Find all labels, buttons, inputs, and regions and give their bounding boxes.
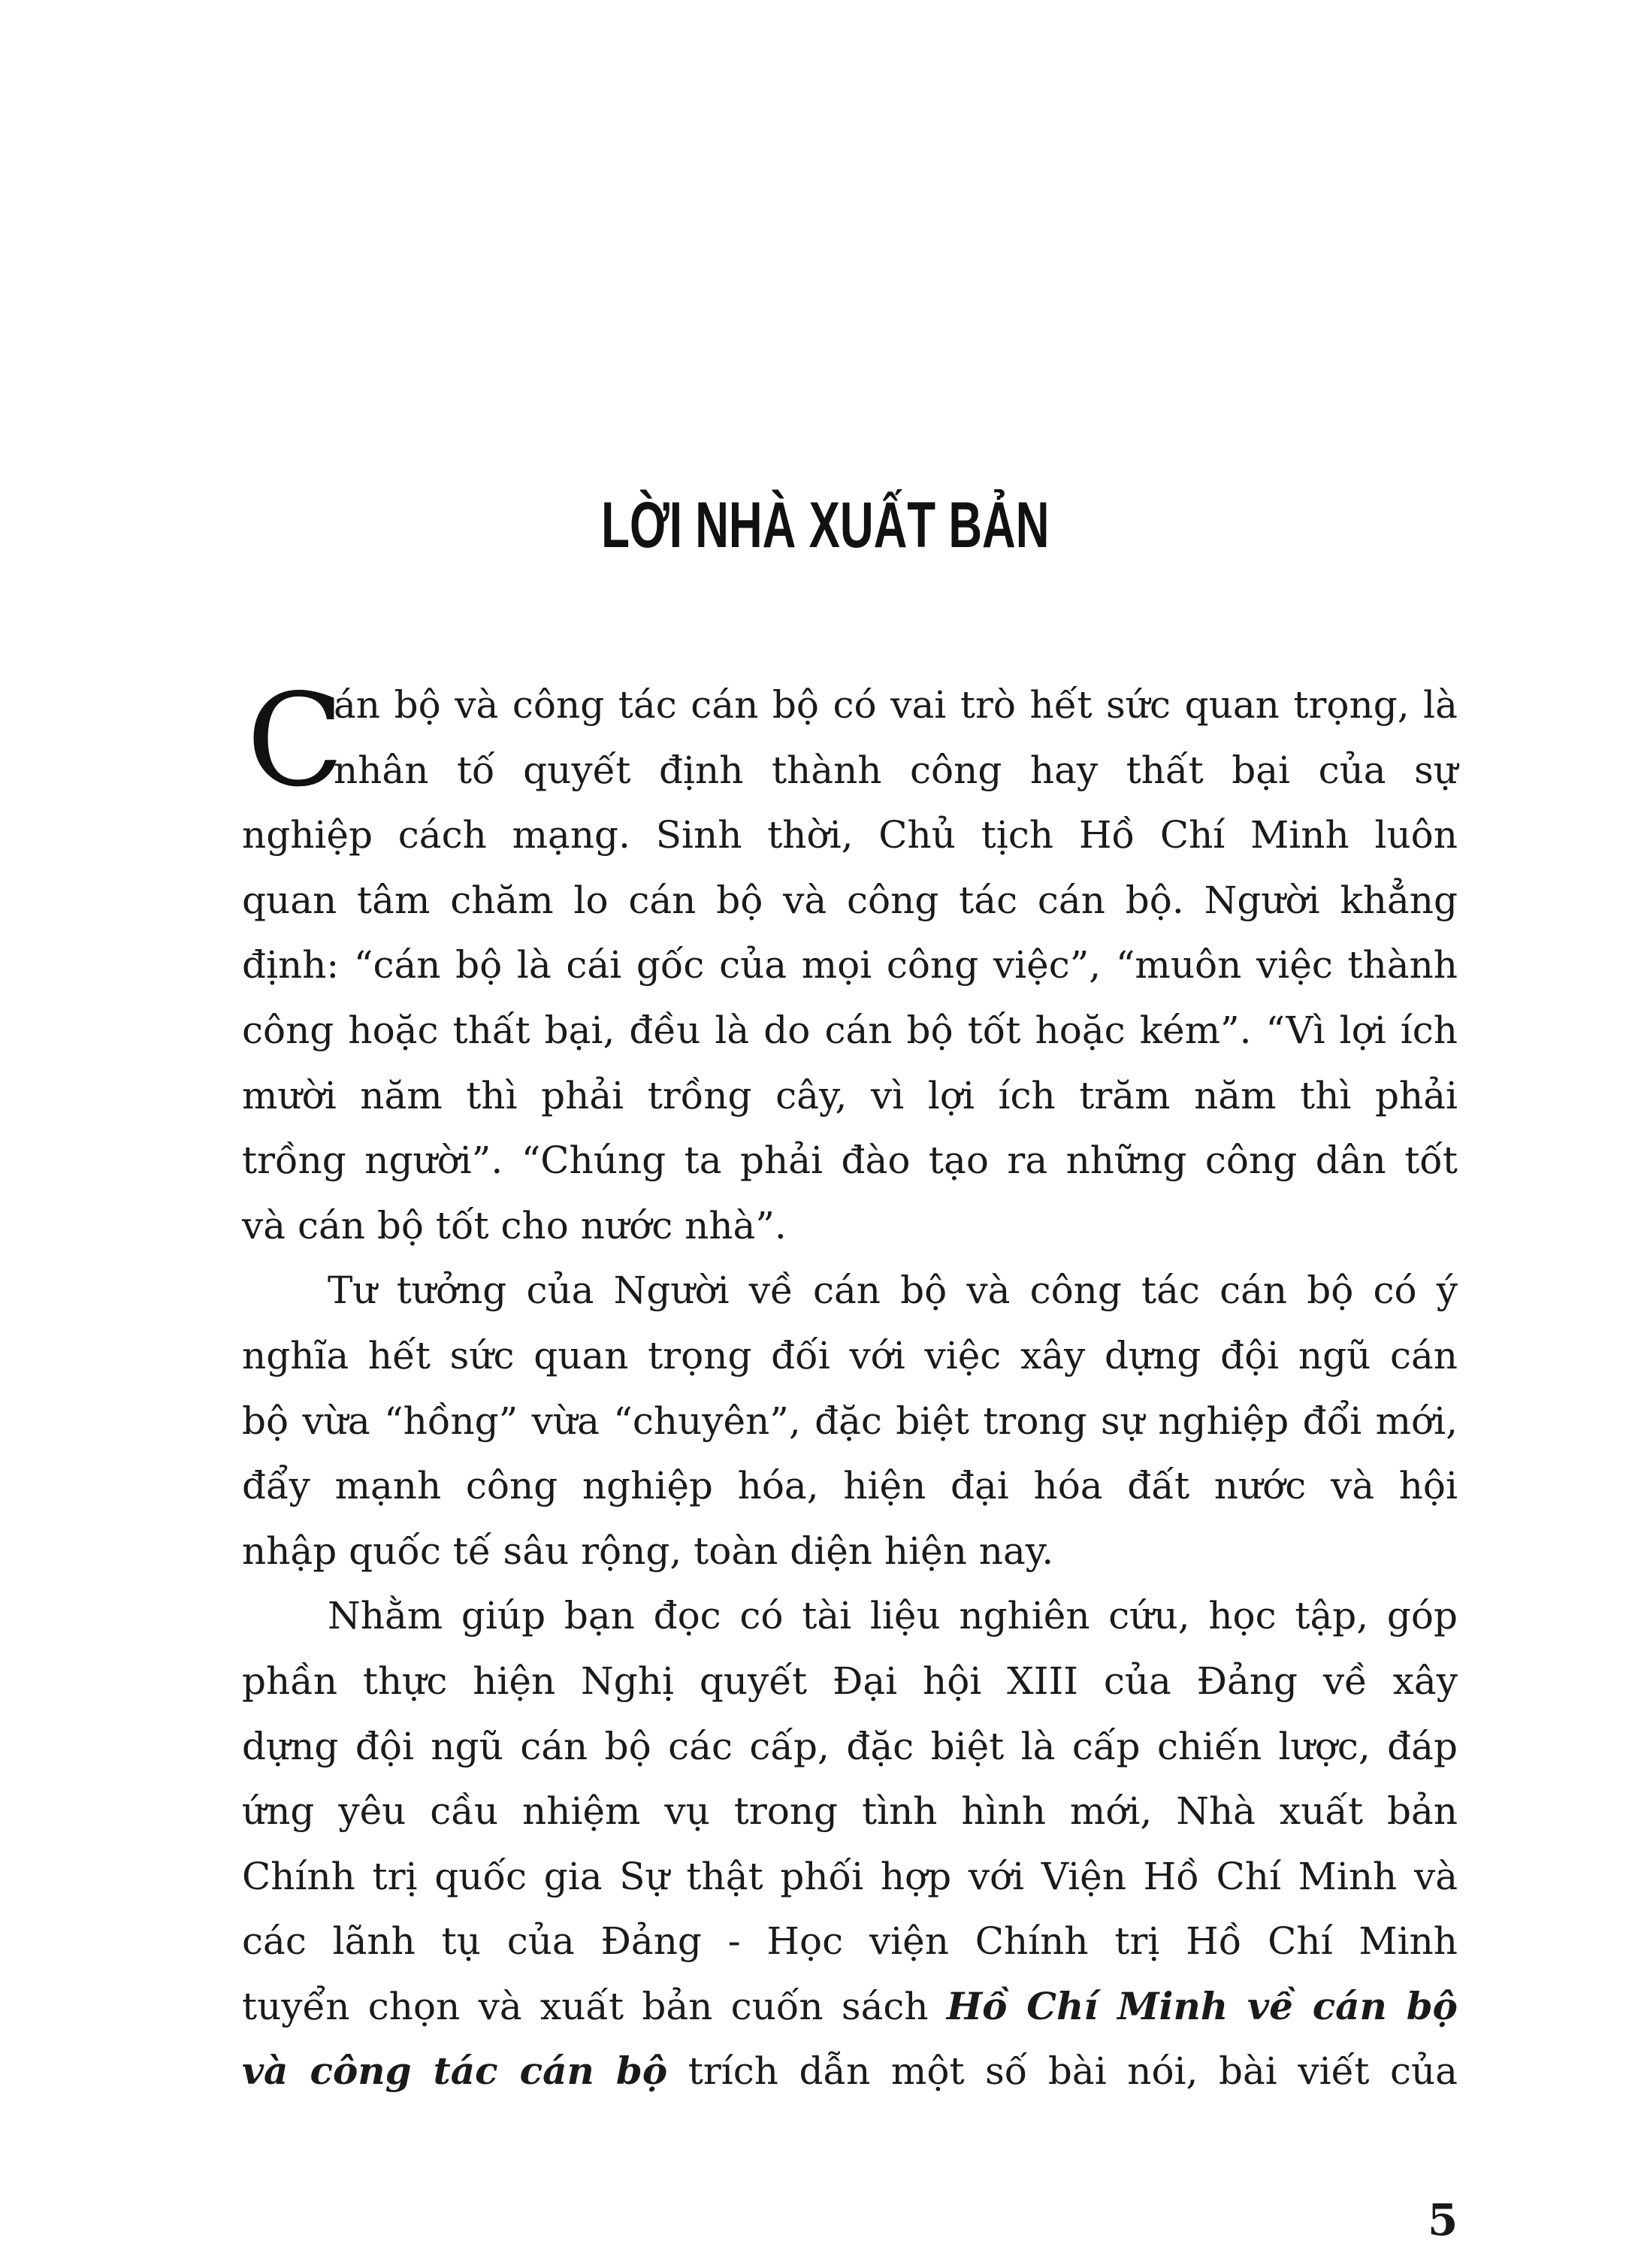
text-line: nghĩa hết sức quan trọng đối với việc xây dựng đội ngũ cán	[242, 1333, 1458, 1377]
text-line: phần thực hiện Nghị quyết Đại hội XIII của Đảng về xây	[242, 1659, 1458, 1703]
text-line: và cán bộ tốt cho nước nhà”.	[242, 1203, 787, 1247]
text-segment: trích dẫn một số bài nói, bài viết của	[667, 2049, 1458, 2094]
text-line: định: “cán bộ là cái gốc của mọi công việc”, “muôn việc thành	[242, 943, 1458, 987]
text-line: công hoặc thất bại, đều là do cán bộ tốt hoặc kém”. “Vì lợi ích	[242, 1008, 1458, 1052]
text-line: đẩy mạnh công nghiệp hóa, hiện đại hóa đất nước và hội	[242, 1464, 1458, 1508]
text-line: nhân tố quyết định thành công hay thất bại của sự	[334, 748, 1458, 792]
page-title: LỜI NHÀ XUẤT BẢN	[601, 489, 1050, 561]
text-line: các lãnh tụ của Đảng - Học viện Chính trị Hồ Chí Minh	[242, 1919, 1458, 1964]
text-line: quan tâm chăm lo cán bộ và công tác cán bộ. Người khẳng	[242, 878, 1458, 922]
text-line: án bộ và công tác cán bộ có vai trò hết sức quan trọng, là	[334, 683, 1458, 727]
text-line: nghiệp cách mạng. Sinh thời, Chủ tịch Hồ Chí Minh luôn	[242, 813, 1458, 857]
text-line: Tư tưởng của Người về cán bộ và công tác cán bộ có ý	[328, 1269, 1458, 1313]
text-line: Nhằm giúp bạn đọc có tài liệu nghiên cứu, học tập, góp	[328, 1594, 1458, 1638]
text-line: mười năm thì phải trồng cây, vì lợi ích trăm năm thì phải	[242, 1073, 1458, 1117]
text-line	[242, 1974, 1458, 2040]
text-line: trồng người”. “Chúng ta phải đào tạo ra những công dân tốt	[242, 1139, 1458, 1183]
page-number: 5	[1428, 2194, 1458, 2245]
drop-cap: C	[246, 667, 345, 815]
text-line: Chính trị quốc gia Sự thật phối hợp với Viện Hồ Chí Minh và	[242, 1854, 1458, 1898]
text-line: nhập quốc tế sâu rộng, toàn diện hiện nay.	[242, 1529, 1054, 1573]
text-line	[242, 2039, 1458, 2104]
text-line: bộ vừa “hồng” vừa “chuyên”, đặc biệt trong sự nghiệp đổi mới,	[242, 1399, 1458, 1443]
text-segment: tuyển chọn và xuất bản cuốn sách	[242, 1984, 947, 2028]
body-text	[242, 667, 1458, 2104]
book-title-part: và công tác cán bộ	[242, 2049, 668, 2094]
text-line: dựng đội ngũ cán bộ các cấp, đặc biệt là cấp chiến lược, đáp	[242, 1724, 1458, 1768]
text-line: ứng yêu cầu nhiệm vụ trong tình hình mới, Nhà xuất bản	[242, 1789, 1458, 1834]
book-title-part: Hồ Chí Minh về cán bộ	[946, 1983, 1458, 2028]
